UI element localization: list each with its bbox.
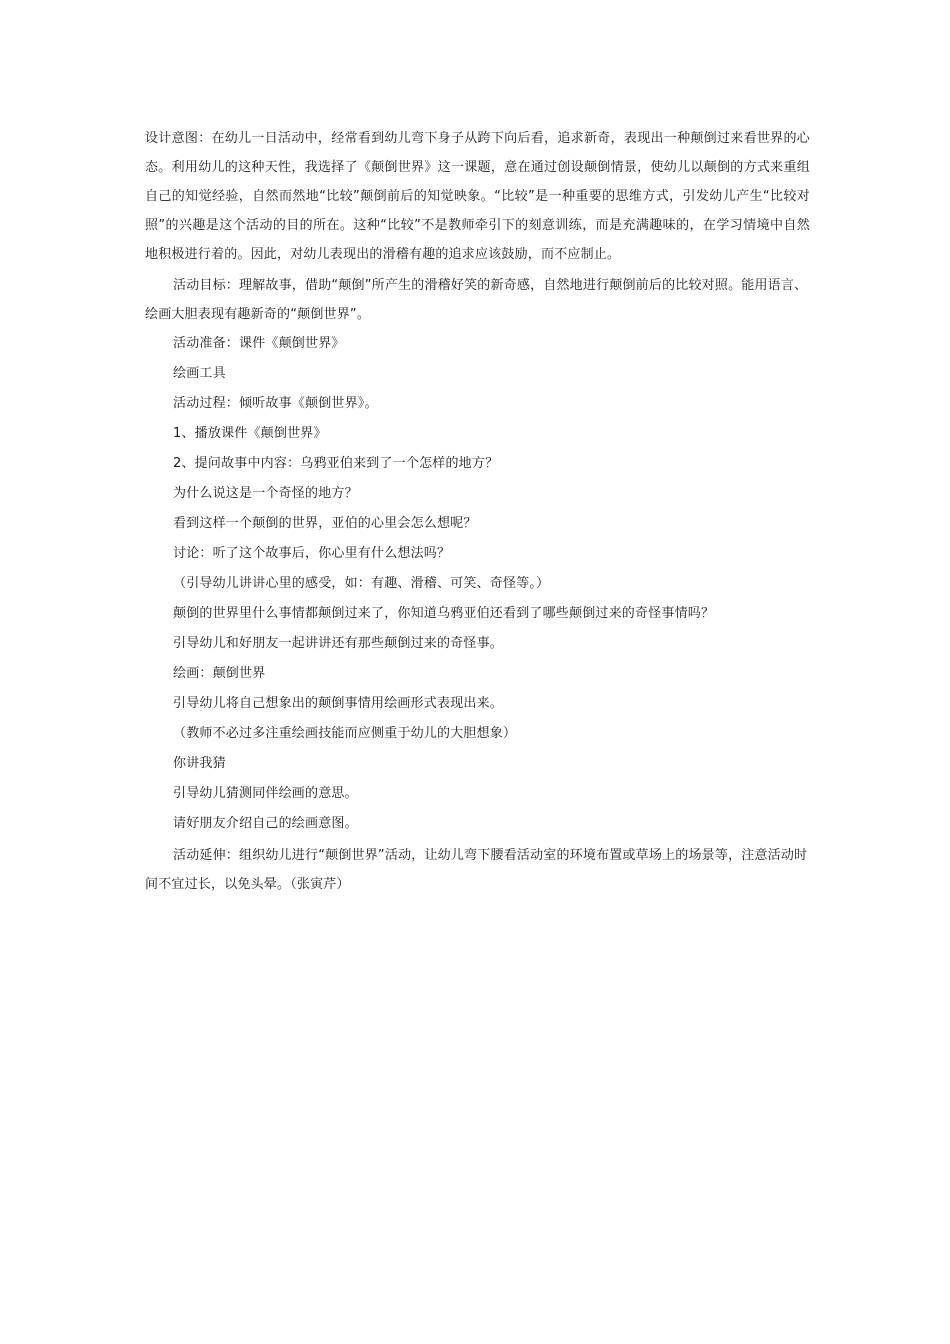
teacher-note: （教师不必过多注重绘画技能而应侧重于幼儿的大胆想象） <box>173 726 517 741</box>
guidance-line: 引导幼儿和好朋友一起讲讲还有那些颠倒过来的奇怪事。 <box>173 636 504 651</box>
discussion-line: 讨论：听了这个故事后，你心里有什么想法吗？ <box>173 546 451 561</box>
activity-extension-paragraph: 活动延伸：组织幼儿进行“颠倒世界”活动，让幼儿弯下腰看活动室的环境布置或草场上的场景等，注意活动时间不宜过长，以免头晕。（张寅芹） <box>145 848 808 892</box>
document-page <box>145 124 810 899</box>
process-step-1: 1、播放课件《颠倒世界》 <box>173 426 327 441</box>
guidance-line: 引导幼儿将自己想象出的颠倒事情用绘画形式表现出来。 <box>173 696 504 711</box>
activity-prep-line: 活动准备：课件《颠倒世界》 <box>173 336 345 351</box>
activity-goal-paragraph: 活动目标：理解故事，借助“颠倒”所产生的滑稽好笑的新奇感，自然地进行颠倒前后的比较对照。能用语言、绘画大胆表现有趣新奇的“颠倒世界”。 <box>145 278 808 322</box>
guess-section-title: 你讲我猜 <box>173 756 226 771</box>
design-intent-paragraph: 设计意图：在幼儿一日活动中，经常看到幼儿弯下身子从跨下向后看，追求新奇，表现出一种颠倒过来看世界的心态。利用幼儿的这种天性，我选择了《颠倒世界》这一课题，意在通过创设颠倒情景，使幼儿以颠倒的方式来重组自己的知觉经验，自然而然地“比较”颠倒前后的知觉映象。“比较”是一种重要的思维方式，引发幼儿产生“比较对照”的兴趣是这个活动的目的所在。这种“比较”不是教师牵引下的刻意训练，而是充满趣味的，在学习情境中自然地积极进行着的。因此，对幼儿表现出的滑稽有趣的追求应该鼓励，而不应制止。 <box>145 131 810 262</box>
activity-process-line: 活动过程：倾听故事《颠倒世界》。 <box>173 396 378 411</box>
guidance-note: （引导幼儿讲讲心里的感受，如：有趣、滑稽、可笑、奇怪等。） <box>173 576 550 591</box>
guidance-line: 引导幼儿猜测同伴绘画的意思。 <box>173 786 358 801</box>
question-line: 颠倒的世界里什么事情都颠倒过来了，你知道乌鸦亚伯还看到了哪些颠倒过来的奇怪事情吗？ <box>173 606 715 621</box>
process-step-2: 2、提问故事中内容：乌鸦亚伯来到了一个怎样的地方？ <box>173 456 499 471</box>
question-line: 看到这样一个颠倒的世界，亚伯的心里会怎么想呢？ <box>173 516 477 531</box>
guidance-line: 请好朋友介绍自己的绘画意图。 <box>173 816 358 831</box>
drawing-section-title: 绘画：颠倒世界 <box>173 666 266 681</box>
question-line: 为什么说这是一个奇怪的地方？ <box>173 486 358 501</box>
drawing-tools-line: 绘画工具 <box>173 366 226 381</box>
